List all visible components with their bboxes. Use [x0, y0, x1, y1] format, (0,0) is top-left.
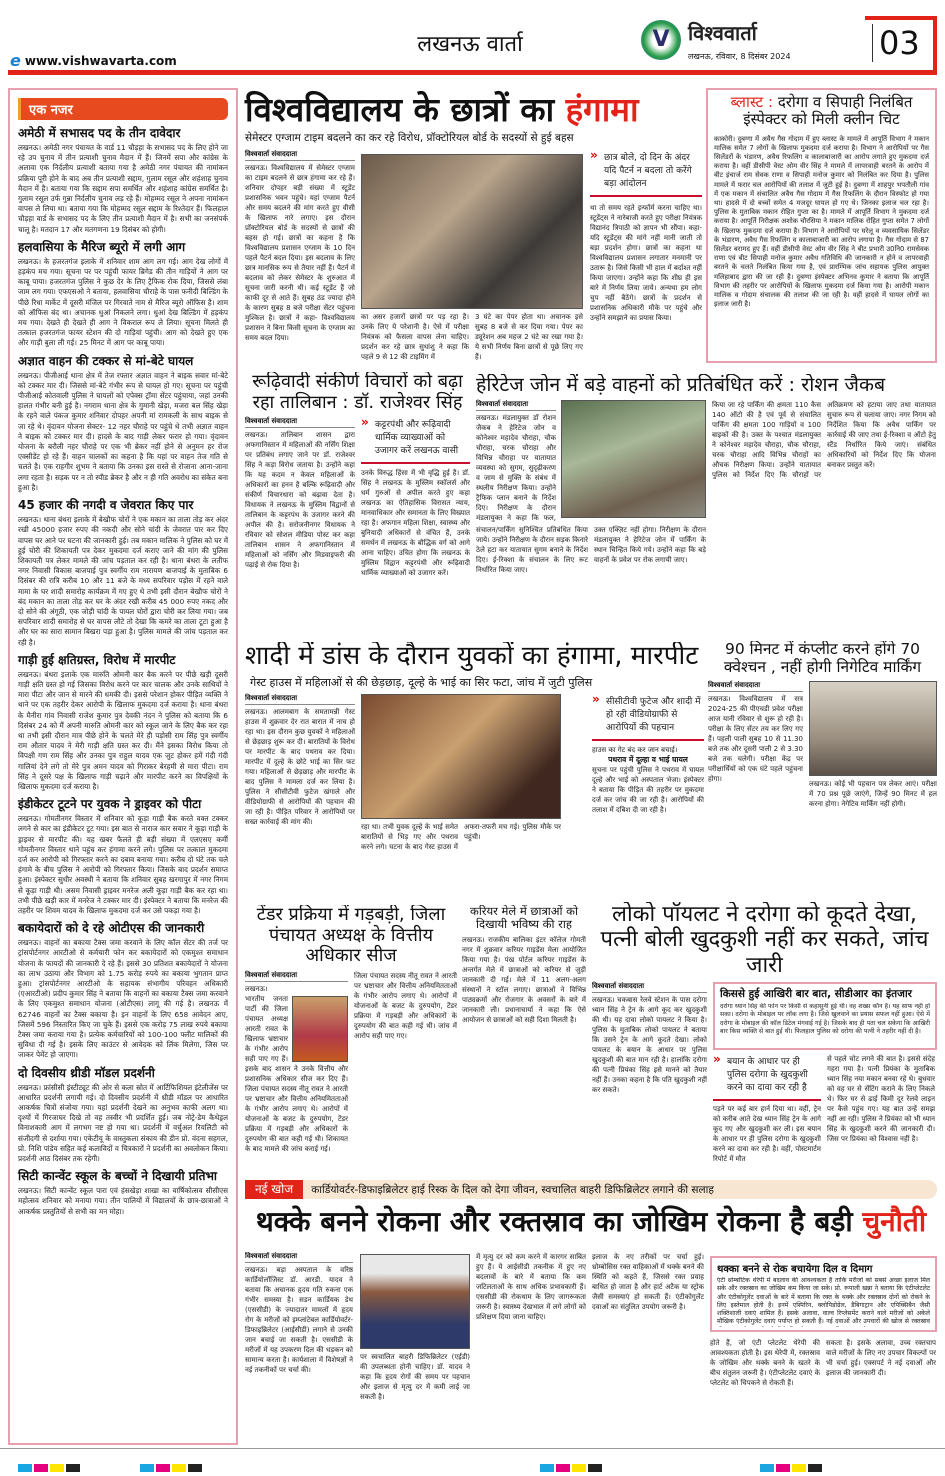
loco-article: [592, 902, 937, 1173]
news-brief: [18, 795, 228, 916]
wedding-col2: रहा था। तभी युवक दूल्हे के भाई समेत बारातियों से भिड़ गए और पथराव करने लगे। घटना के बाद गेस्ट हाउस में अफरा-तफरी मच गई। पुलिस मौके पर पहुंची।: [361, 822, 561, 851]
health-headline: थक्के बनने रोकना और रक्तस्राव का जोखिम रोकना है बड़ी चुनौती: [255, 1205, 927, 1238]
ek-nazar-column: [8, 88, 238, 1445]
exam-col1: विश्ववार्ता संवाददाता लखनऊ। विश्वविद्यालय में सत्र 2024-25 की पीएचडी प्रवेश परीक्षा आज यानी रविवार से शुरू हो रही है। परीक्षा के लिए सेंटर तय कर लिए गए हैं। पहली पाली सुबह 10 से 11.30 बजे तक और दूसरी पाली 2 से 3.30 बजे तक चलेगी। परीक्षा केंद्र पर परीक्षार्थियों को एक घंटे पहले पहुंचना होगा।: [708, 680, 803, 783]
news-brief-title: अमेठी में सभासद पद के तीन दावेदार: [18, 126, 181, 140]
loco-col3: से पहले चोट लगने की बात है। इससे संदेह गहरा गया है। पत्नी प्रियंका के मुताबिक ध्यान सिंह नया मकान बनवा रहे थे। बुधवार को वह घर से सेंटिंग कराने के लिए निकले थे। फिर घर से ढाई किमी दूर रेलवे लाइन पर कैसे पहुंच गए। यह बात उन्हें समझ नहीं आ रही। पुलिस ने प्रियंका को भी ध्यान सिंह के खुदकुशी करने की जानकारी दी। जिस पर प्रियंका को विश्वास नहीं है।: [827, 1054, 935, 1143]
loco-col2: पड़ने पर कई बार हार्न दिया था। वहीं, ट्रेन को करीब आते देख ध्यान सिंह ट्रेन के आगे कूद गए और खुदकुशी कर ली। इस बयान के आधार पर ही पुलिस दरोगा के खुदकुशी करने का दावा कर रही है। वहीं, पोस्टमार्टम रिपोर्ट में मौत: [713, 1104, 821, 1163]
news-brief-body: लखनऊ। फ्रांसीसी इंस्टीट्यूट की ओर से कला स्रोत में आर्टिफिशियल इंटेलीजेंस पर आधारित प्रदर्शनी लगायी गई। दो दिवसीय प्रदर्शनी में थ्रीडी मॉडल पर आधारित आकर्षक चित्रों संजोया गया। यहां प्रदर्शनी देखने का अनुभव काफी अलग था। दृश्यों में गिरजाघर दिखे तो वह तस्वीर भी प्रदर्शित हुई। जब नोट्रे-डेम कैथेड्रल विनाशकारी आग में लगभग नष्ट हो गया था। प्रदर्शनी में वर्चुअल रियलिटी को संजीदगी से दर्शाया गया। एकेटीयू के वास्तुकला संकाय की डीन प्रो. वंदना सहगल, प्रो. निशि पांडेय सहित कई कलाविदों व चित्रकारों ने प्रदर्शनी का अवलोकन किया। प्रदर्शनी आठ दिसंबर तक रहेगी।: [18, 1082, 228, 1164]
news-brief-body: लखनऊ। थाना बंथरा इलाके में बेखौफ चोरों ने एक मकान का ताला तोड़ कर अंदर रखी 45000 हजार रुपए की नकदी और सोने चांदी के जेवरात पार कर दिए वापस घर आने पर घटना की जानकारी हुई। तब मकान मालिक ने पुलिस को घर में हुई चोरी की शिकायती पत्र देकर मुकदमा दर्ज कराए जाने की मांग की पुलिस शिकायती पत्र लेकर मामले की जांच पड़ताल कर रही है। थाना बंथरा के लतीफ नगर निवासी विकास बाजपाई पुत्र स्वर्गीय राम नारायण बाजपाई के मुताबिक 6 दिसंबर की रात्रि करीब 10 और 11 बजे के मध्य सपरिवार पड़ोस में रहने वाले मामा के घर शादी समारोह कार्यक्रम में गए हुए थे तभी इसी दौरान बेखौफ चोरों ने बंद मकान का ताला तोड़ कर घर के अंदर रखी करीब 45 000 रुपए नकद और दो सोने की अंगूठी, एक जोड़ी चांदी के पायल चोरों द्वारा चोरी कर लिया गया। जब सपरिवार शादी समारोह से घर वापस लौटे तो देखा कि कमरे का ताला टूटा हुआ है और घर का सारा सामान बिखरा पड़ा हुआ है। पुलिस मामले की जांच पड़ताल कर रही है।: [18, 515, 228, 647]
exam-headline: 90 मिनट में कंप्लीट करने होंगे 70 क्वेश्चन , नहीं होगी निगेटिव मार्किंग: [723, 641, 922, 676]
health-box: थक्का बनने से रोक बचायेगा दिल व दिमाग एंटी थ्रोम्बोटिक थेरेपी में बदलाव की आवश्यकता है ताकि मरीजों को सबसे अच्छा इलाज मिल सके और रक्तस्राव का जोखिम कम किया जा सके। प्रो. रूपाली खन्ना ने बताया कि एंटीप्लेटलेट और एंटीकोगुलेंट दवाओं के बारे में बताया कि रक्त के थक्के और रक्तस्राव दोनों को रोकने के लिए इस्तेमाल होती है। इनमें एस्पिरिन, क्लोपिडोग्रेल, डैबिगाट्रान और एपिक्सिबैन जैसी शक्तिशाली दवाएं शामिल हैं। इसके अलावा, वाल्व रिप्लेसमेंट कराने वाले मरीजों को अकेले मौखिक एंटीकोगुलेंट दवाएं पर्याप्त हो सकती हैं। नई दवाओं और उपचारों की खोज से रक्तस्राव: [710, 1256, 937, 1332]
news-brief-body: लखनऊ। बंथरा इलाके एक मारुति ओमनी कार बैक करने पर पीछे खड़ी दूसरी गाड़ी क्षति ग्रस्त हो गई जिसका विरोध करने पर कार चालक और उनके साथियों ने मारा पीटा और जान से मारने की धमकी दी। इससे परेशान होकर पीड़ित व्यक्ति ने थाने पर एक तहरीर देकर आरोपी के खिलाफ मुकदमा दर्ज कराया है। थाना बंथरा के मैनीरा गांव निवासी राजेश कुमार पुत्र देवकी नंदन ने पुलिस को बताया कि 6 दिसंबर 24 को मैं अपनी मारुति ओमनी कार को स्कूल जाने के लिए बैक कर रहा था तभी इसी दौरान मात्र पीछे होने के चलते मेरे ही पड़ोसी राम सिंह पुत्र स्वर्गीय राम औतार यादव ने मेरी गाड़ी क्षति ग्रस्त कर दी। मैंने इसका विरोध किया तो विपक्षी गण राम सिंह और उनका पुत्र राहुल यादव एक जुट होकर हमें गंदी गंदी गालियां देने लगे तो मेरे पुत्र अमन यादव को गिराकर बेरहमी से मारा पीटा। राम सिंह ने दूसरे पक्ष के खिलाफ गाड़ी चढ़ाने और मारपीट करने का विपक्षियों के खिलाफ मुकदमा दर्ज कराया है।: [18, 669, 228, 791]
news-brief-title: सिटी कान्वेंट स्कूल के बच्चों ने दिखायी प्रतिभा: [18, 1169, 218, 1184]
news-brief-body: लखनऊ। पीजीआई थाना क्षेत्र में तेज रफ्तार अज्ञात वाहन ने बाइक सवार मां-बेटे को टक्कर मार दी। जिससे मां-बेटे गंभीर रूप से घायल हो गए। सूचना पर पहुंची पीजीआई कोतवाली पुलिस ने घायलों को एपेक्स ट्रॉमा सेंटर पहुंचाया, जहां उनकी हालत गंभीर बनी हुई है। नगराम थाना क्षेत्र के गुमानी खेड़ा, मजरा बल सिंह खेड़ा के रहने वाले पंकज कुमार शनिवार दोपहर अपनी मां रामकली के साथ बाइक से जा रहे थे। वृंदावन योजना सेक्टर- 12 नहर चौराहे पर पहुंचे थे तभी अज्ञात वाहन ने बाइक को टक्कर मार दी। हादसे के बाद गाड़ी लेकर फरार हो गया। वृंदावन योजना के बरौली नहर चौराहे पर एक भी ब्रेकर नहीं होने से अनुमन हर रोज एक्सीडेंट हो रहे हैं। वाहन चालकों का कहना है कि यहां पर वाहन तेज गति से चलते है। एक राहगीर शुभम ने बताया कि उनका इस रास्ते से रोजाना आना-जाना लगा रहता है। सड़क पर न तो स्पीड ब्रेकर है और न ही गति अवरोध का संकेत बना हुआ है।: [18, 370, 228, 492]
news-brief-body: लखनऊ। के हजरतगंज इलाके में शनिवार शाम आग लग गई। आग देख लोगों में हड़कंप मच गया। सूचना पर पर पहुंची फायर ब्रिगेड की तीन गाड़ियों ने आग पर काबू पाया। हजरतगंज पुलिस ने कुछ देर के लिए ट्रैफिक रोक दिया, जिससे लंबा जाम लग गया। एफएसओ ने बताया, हलवासिया चौराहे के पास फनीदी बिल्डिंग के पीछे रिधा मार्केट में दूसरी मंजिल पर गिरवाते नाम से मैरिज ब्यूरो ऑफिस है। शाम को ऑफिस बंद था। अचानक धुआं निकलने लगा। धुआं देख बिल्डिंग में हड़कंप मच गया। देखते ही देखते ही आग ने विकराल रूप ले लिया। सूचना मिलते ही तत्काल हजरतगंज फायर स्टेशन की दो गाड़ियां पहुंची। आग को देखते हुए एक और गाड़ी बुला ली गई। 25 मिनट में आग पर काबू पाया।: [18, 256, 228, 348]
wedding-col3: » सीसीटीवी फुटेज और शादी में हो रही वीडियोग्राफी से आरोपियों की पहचान हाउस का गेट बंद कर जान बचाई। पथराव में दूल्हा व भाई घायल सूचना पर पहुंची पुलिस ने पथराव में घायल दूल्हे और भाई को अस्पताल भेजा। इंस्पेक्टर ने बताया कि पीड़ित की तहरीर पर मुकदमा दर्ज कर जांच की जा रही है। आरोपियों की तलाश में दबिश दी जा रही है।: [592, 694, 704, 894]
news-brief: [18, 1064, 228, 1165]
heritage-col1: विश्ववार्ता संवाददाता लखनऊ। मंडलायुक्त डॉ रोशन जैकब ने हेरिटेज जोन व कोनेश्वर महादेव चौराहा, चौक चौराहा, चरक चौराहा और विभिन्न चौराहा पर यातायात व्यवस्था को सुगम, सुदृढ़ीकरण व जाम से मुक्ति के संबंध में स्थलीय निरीक्षण किया। उन्होंने ट्रैफिक प्लान बनाने के निर्देश दिए। निरीक्षण के दौरान मंडलायुक्त ने कहा कि फल,: [476, 400, 556, 523]
news-brief-title: दो दिवसीय थ्रीडी मॉडल प्रदर्शनी: [18, 1065, 155, 1080]
tender-article: [245, 905, 457, 1173]
news-brief-title: अज्ञात वाहन की टक्कर से मां-बेटे घायल: [18, 353, 194, 368]
lead-headline: विश्वविद्यालय के छात्रों का हंगामा: [245, 90, 639, 129]
heritage-col4: किया जा रहे पार्किंग की क्षमता 110 कैस 140 ऑटो की है एवं पूर्व से संचालित पार्किंग की क्षमता 100 गाड़ियों व 100 बाइकों की है। उक्त के पश्चात मंडलायुक्त ने कोनेश्वर महादेव चौराहा, चौक चौराहा, चरक चौराहा आदि विभिन्न चौराहों का औचक निरीक्षण किया। उन्होंने यातायात पुलिस को निर्देश दिए कि चौराहों पर अतिक्रमण को हटाया जाए तथा यातायात सुचारु रूप से चलाया जाए। नगर निगम को निर्देशित किया कि अवैध पार्किंग पर कार्रवाई की जाए तथा ई-रिक्शा व ऑटो हेतु स्टैंड निर्धारित किये जाएं। संबंधित अधिकारियों को निर्देश दिए कि योजना बनाकर प्रस्तुत करें।: [712, 401, 936, 480]
news-brief-title: हलवासिया के मैरिज ब्यूरो में लगी आग: [18, 239, 186, 254]
taliban-pullquote: » कट्टरपंथी और रूढ़िवादी धार्मिक व्याख्याओं को उजागर करें लखनऊ वासी: [361, 417, 470, 464]
lead-photo-students: [361, 154, 583, 309]
heritage-col2: संचालन/पार्किंग सुनिश्चित प्रतिबंधित किया जाये। उन्होंने निरीक्षण के दौरान सड़क किनारे ठेले हटा कर यातायात सुगम बनाने के निर्देश दिए। ई-रिक्शा के संचालन के लिए रूट निर्धारित किया जाए।: [476, 526, 588, 575]
wedding-subhead: गेस्ट हाउस में महिलाओं से की छेड़छाड़, दूल्हे के भाई का सिर फटा, जांच में जुटी पुलिस: [250, 675, 593, 689]
wedding-col1: विश्ववार्ता संवाददाता लखनऊ। आलमबाग के समतामन्नी गेस्ट हाउस में शुक्रवार देर रात बारात में नाच हो रहा था। इस दौरान कुछ युवकों ने महिलाओं से छेड़छाड़ शुरू कर दी। बारातियों के विरोध पर मारपीट के बाद पथराव कर दिया। मारपीट में दूल्हे के छोटे भाई का सिर फट गया। महिलाओं से छेड़छाड़ और मारपीट के बाद पुलिस ने मामला दर्ज कर लिया है। पुलिस ने सीसीटीवी फुटेज खंगाले और वीडियोग्राफी से आरोपियों की पहचान की जा रही है। पीड़ित परिवार ने आरोपियों पर सख्त कार्रवाई की मांग की।: [245, 693, 355, 826]
tender-col1: विश्ववार्ता संवाददाता लखनऊ। भारतीय जनता पार्टी की जिला पंचायत अध्यक्ष आरती रावत के खिलाफ भ्रष्टाचार के गंभीर आरोप सही पाए गए हैं। इसके बाद शासन ने उनके वित्तीय और प्रशासनिक अधिकार सीज कर दिए हैं। जिला पंचायत सदस्य नीतू रावत ने आरती पर भ्रष्टाचार और वित्तीय अनियमितताओं के गंभीर आरोप लगाए थे। आरोपों में योजनाओं के बजट के दुरुपयोग, टेंडर प्रक्रिया में गड़बड़ी और अधिकारों के दुरुपयोग की बात कही गई थी। शिकायत के बाद मामले की जांच कराई गई।: [245, 971, 348, 1154]
career-headline: करियर मेले में छात्राओं को दिखायी भविष्य की राह: [470, 905, 578, 932]
tender-col2: जिला पंचायत सदस्य नीतू रावत ने आरती पर भ्रष्टाचार और वित्तीय अनियमितताओं के गंभीर आरोप लगाए थे। आरोपों में योजनाओं के बजट के दुरुपयोग, टेंडर प्रक्रिया में गड़बड़ी और अधिकारों के दुरुपयोग की बात कही गई थी। जांच में आरोप सही पाए गए।: [354, 972, 457, 1041]
heritage-col3: उक्त एक्ज़िट नहीं होगा। निरीक्षण के दौरान मंडलायुक्त ने हेरिटेज जोन में पार्किंग के स्थान चिन्हित किये गये। उन्होंने कहा कि बड़े वाहनों के प्रवेश पर रोक लगायी जाए।: [594, 526, 706, 565]
career-article: [462, 905, 586, 1173]
heritage-headline: हेरिटेज जोन में बड़े वाहनों को प्रतिबंधित करें : रोशन जैकब: [476, 374, 886, 396]
news-brief-body: लखनऊ। वाहनों का बकाया टैक्स जमा करवाने के लिए कॉल सेंटर की तर्ज पर ट्रांसपोर्टनगर आरटीओ से कर्मचारी फोन कर बकायेदारों को एकमुश्त समाधान योजना के फायदों की जानकारी दे रहे हैं। इससे 30 प्रतिशत बकायेदारों ने योजना का लाभ उठाया और विभाग को 1.75 करोड़ रुपये का बकाया भुगतान प्राप्त हुआ। ट्रांसपोर्टनगर आरटीओ के सहायक संभागीय परिवहन अधिकारी (एआरटीओ) प्रदीप कुमार सिंह ने बताया कि वाहनों का बकाया टैक्स जमा करवाने के लिए एकमुश्त समाधान योजना (ओटीएस) लागू की गई है। लखनऊ में 62746 वाहनों का टैक्स बकाया है। इन वाहनों के लिए 658 आवेदन आए, जिसमें 596 निस्तारित किए जा चुके हैं। इससे एक करोड़ 75 लाख रुपये बकाया टैक्स जमा कराया गया है। प्रत्येक कर्मचारियों को 100-100 फ्लीट मालिकों की सुविधा दी गई है। इसके लिए काउंटर से आवेदक को लिंक मिलेगा, जिस पर जाकर पेमेंट हो जाएगा।: [18, 938, 228, 1060]
lead-pullquote: » छात्र बोले, दो दिन के अंदर यदि पैटर्न न बदला तो करेंगे बड़ा आंदोलन: [590, 150, 702, 197]
wedding-article: [245, 642, 705, 894]
loco-pullquote: » बयान के आधार पर ही पुलिस दरोगा के खुदकुशी करने का दावा कर रही है: [713, 1054, 821, 1101]
lead-col1: विश्ववार्ता संवाददाता लखनऊ। विश्वविद्यालय में सेमेस्टर एग्जाम का टाइम बदलने से छात्र हंगामा कर रहे हैं। शनिवार दोपहर बड़ी संख्या में स्टूडेंट प्रशासनिक भवन पहुंचे। यहां एग्जाम पैटर्न और समय बदलने की मांग करते हुए वीसी के खिलाफ नारे लगाए। इस दौरान प्रॉक्टोरियल बोर्ड के सदस्यों से छात्रों की बहस हो गई। छात्रों का कहना है कि विश्वविद्यालय प्रशासन एग्जाम के 10 दिन पहले पैटर्न बदल दिया। इस बदलाव के लिए छात्र मानसिक रूप से तैयार नहीं हैं। पैटर्न में बदलाव को लेकर सेमेस्टर के शुरुआत में सूचना जारी करनी थी। कई स्टूडेंट हैं जो काफी दूर से आते हैं। सुबह ठंड ज्यादा होने के कारण सुबह 8 बजे परीक्षा सेंटर पहुंचना मुश्किल है। छात्रों ने कहा- विश्वविद्यालय प्रशासन ने बिना किसी सूचना के एग्जाम का समय बदल दिया।: [245, 150, 355, 342]
website-link[interactable]: [10, 51, 177, 70]
lead-subhead: सेमेस्टर एग्जाम टाइम बदलने का कर रहे विरोध, प्रॉक्टोरियल बोर्ड के सदस्यों से हुई बहस: [245, 132, 574, 144]
news-brief-title: बकायेदारों को दे रहे ओटीएस की जानकारी: [18, 921, 205, 936]
brand-logo-icon: V: [641, 20, 681, 60]
new-discovery-tag: नई खोज: [245, 1180, 303, 1199]
career-body: लखनऊ। राजकीय बालिका इंटर कॉलेज गोमती नगर में शुक्रवार करियर गाइडेंस मेला आयोजित किया गया है। पंख पोर्टल करियर गाइडेंस के अन्तर्गत मेले में छात्राओं को करियर से जुड़ी जानकारी दी गई। मेले में 11 अलग-अलग संस्थानों ने स्टॉल लगाए। छात्राओं ने विभिन्न पाठ्यक्रमों और रोजगार के अवसरों के बारे में जानकारी ली। प्रधानाचार्या ने कहा कि ऐसे आयोजन से छात्राओं को सही दिशा मिलती है।: [462, 936, 586, 1025]
news-brief-body: लखनऊ। सिटी कान्वेंट स्कूल पारा एवं हंसखेड़ा शाखा का वार्षिकोत्सव सीसीएस महोत्सव शनिवार को मनाया गया। तीन पालियों में विद्यालयों के छात्र-छात्राओं ने आकर्षक प्रस्तुतियों से सभी का मन मोहा।: [18, 1186, 228, 1216]
tender-headline: टेंडर प्रक्रिया में गड़बड़ी, जिला पंचायत अध्यक्ष के वित्तीय अधिकार सीज: [256, 905, 446, 967]
ek-nazar-label: एक नजर: [18, 98, 228, 120]
doctor-photo: [360, 1254, 470, 1349]
website-url: www.vishwavarta.com: [24, 53, 177, 68]
wedding-subhead2: पथराव में दूल्हा व भाई घायल: [608, 754, 688, 764]
news-brief: [18, 919, 228, 1060]
blast-article: ब्लास्ट : दरोगा व सिपाही निलंबित इंस्पेक्टर को मिली क्लीन चिट काकोरी। दुबग्गा में अवैध गैस गोदाम में हुए ब्लास्ट के मामले में आपूर्ति विभाग ने मकान मालिक समेत 7 लोगों के खिलाफ मुकदमा दर्ज कराया है। विभाग ने आरोपियों पर गैस सिलेंडरों के भंडारण, अवैध रिफलिंग व कालाबाजारी का आरोप लगाते हुए मुकदमा दर्ज कराया है। वहीं डीसीपी वेस्ट ओम वीर सिंह ने मामले में लापरवाही बरतने के आरोप में बीट इंचार्ज राम सेवक राणा व सिपाही मनोज कुमार को निलंबित कर दिया है। पुलिस मामले में फरार चल आरोपियों की तलाश में जुटी हुई है। दुबग्गा में शाहपुर भपतौली गांव में एक मकान में संचालित अवैध गैस गोदाम में गैस रिफलिंग के दौरान विस्फोट हो गया था। हादसे में दो बच्चों समेत 4 मजदूर घायल हो गए थे। जिनका इलाज चल रहा है। पुलिस के मुताबिक मकान रोहित गुप्ता का है। मामले में आपूर्ति विभाग ने मुकदमा दर्ज कराया है। आपूर्ति निरीक्षक अशोक चौरसिया ने मकान मालिक रोहित गुप्ता समेत 7 लोगों के खिलाफ मुकदमा दर्ज कराया है। विभाग ने आरोपियों पर घरेलू व व्यवसायिक सिलेंडर के भंडारण, अवैध गैस रिफलिंग व कालाबाजारी का आरोप लगाया है। गैस गोदाम से 87 सिलेंडर बरामद हुए हैं। वहीं डीसीपी वेस्ट ओम वीर सिंह ने बीट प्रभारी उ0नि0 रामसेवक राणा एवं बीट सिपाही मनोज कुमार अवैध गतिविधि की जानकारी न होने व लापरवाही बरतने के चलते निलंबित किया गया है, एवं प्रारम्भिक जांच सहायक पुलिस आयुक्त मलिहाबाद द्वारा की जा रही है। दुबग्गा इंस्पेक्टर अभिनव कुमार ने बताया कि आपूर्ति विभाग की तहरीर पर आरोपियों के खिलाफ मुकदमा दर्ज किया गया है। आरोपी मकान मालिक व गोदाम संचालक की तलाश की जा रही है। वहीं हादसे में घायल लोगों का इलाज जारी है।: [706, 88, 937, 363]
browser-e-icon: e: [10, 51, 21, 70]
news-brief-title: 45 हजार की नगदी व जेवरात किए पार: [18, 498, 194, 513]
color-registration-marks: [0, 1448, 945, 1473]
news-brief: [18, 352, 228, 493]
loco-box: किससे हुई आखिरी बार बात, सीडीआर का इंतजार दरोगा ध्यान सिंह की फोन पर किसी से कहासुनी हुई थी। वह शख्स कौन है। यह साफ नहीं हो सका। दरोगा के मोबाइल पर लॉक लगा है। जिसे खुलवाने का प्रयास सफल नहीं हुआ। ऐसे में दरोगा के मोबाइल की कॉल डिटेल मंगवाई गई है। जिसके बाद ही पता चल सकेगा कि आखिरी बार किस व्यक्ति से बात हुई थी। फिलहाल पुलिस को दरोगा की पत्नी ने तहरीर नहीं दी है।: [713, 982, 937, 1050]
wedding-headline: शादी में डांस के दौरान युवकों का हंगामा, मारपीट: [245, 642, 699, 671]
page-number: 03: [872, 24, 920, 62]
wedding-photo: [361, 694, 561, 819]
health-strap: [245, 1180, 937, 1199]
news-brief-body: लखनऊ। अमेठी नगर पंचायत के वार्ड 11 चौड़हा के सभासद पद के लिए होने जा रहे उप चुनाव में तीन प्रत्याशी चुनाव मैदान में हैं। जिनमें सपा और कांग्रेस के अलावा एक निर्दलीय प्रत्याशी बताया गया है अमेठी नगर पंचायत की नामांकन प्रक्रिया पूरी होने के बाद अब तीन प्रत्याशी सद्दाम, गुलाम रसूल और शहंशाह चुनाव मैदान में है। बताया गया कि सद्दाम सपा समर्थित और शहंशाह कांग्रेस समर्थित है। गुलाम रसूल उर्फ गुन्ना निर्दलीय चुनाव लड़ रहे हैं। मोहम्मद रसूल ने अपना नामांकन वापस ले लिया था। बताया गया कि मोहम्मद रसूल सद्दाम के रिश्तेदार हैं। फिलहाल चौड़हा वार्ड के सभासद पद के लिए तीन प्रत्याशी मैदान में है। सभी का जनसंपर्क चालू है। मतदान 17 और मतगणना 19 दिसंबर को होगी।: [18, 143, 228, 234]
lead-col2: का असर हजारों छात्रों पर पड़ रहा है। उनके लिए ये परेशानी है। ऐसे में परीक्षा नियंत्रक को फैसला वापस लेना चाहिए। प्रदर्शन कर रहे छात्र सुधांशु ने कहा कि पहले 9 से 12 की टाइमिंग में: [361, 313, 469, 361]
health-strap-text: कार्डियोवर्टर-डिफाइब्रिलेटर हाई रिस्क के दिल को देगा जीवन, स्वचालित बाहरी डिफिब्रिलेटर लगाने की सलाह: [311, 1183, 714, 1196]
exam-photo: [809, 681, 937, 776]
health-col3: में मृत्यु दर को कम करने में कारगर साबित हुए हैं। ये आईसीडी तकनीक में हुए नए बदलावों के बारे में बताया कि कम जटिलताओं के साथ अधिक प्रभावकारी हैं। एससीडी की रोकथाम के लिए जागरूकता जरूरी है। स्वास्थ्य देखभाल में लगे लोगों को प्रशिक्षण दिया जाना चाहिए।: [476, 1253, 586, 1321]
taliban-headline: रूढ़िवादी संकीर्ण विचारों को बढ़ा रहा तालिबान : डॉ. राजेश्वर सिंह: [252, 372, 463, 413]
health-box-title: थक्का बनने से रोक बचायेगा दिल व दिमाग: [717, 1264, 873, 1275]
health-col2: पर स्वचालित बाहरी डिफिब्रिलेटर (एईडी) की उपलब्धता होनी चाहिए। डॉ. यादव ने कहा कि हृदय रोगों की समय पर पहचान और इलाज से मृत्यु दर में कमी लाई जा सकती है।: [360, 1353, 470, 1401]
loco-headline: लोको पॉयलट ने दरोगा को कूदते देखा, पत्नी बोली खुदकुशी नहीं कर सकते, जांच जारी: [600, 902, 929, 978]
taliban-article: रूढ़िवादी संकीर्ण विचारों को बढ़ा रहा तालिबान : डॉ. राजेश्वर सिंह विश्ववार्ता संवाददाता लखनऊ। तालिबान शासन द्वारा अफगानिस्तान में महिलाओं की नर्सिंग शिक्षा पर प्रतिबंध लगाए जाने पर डॉ. राजेश्वर सिंह ने कड़ा विरोध जताया है। उन्होंने कहा कि यह कदम न केवल महिलाओं के अधिकारों का हनन है बल्कि रूढ़िवादी और संकीर्ण विचारधारा को बढ़ावा देता है। विधायक ने लखनऊ के मुस्लिम विद्वानों से तालिबान के कट्टरपंथ के उजागर करने की अपील की है। सरोजनीनगर विधायक ने रविवार को सोशल मीडिया पोस्ट कर कहा तालिबान शासन ने अफगानिस्तान में महिलाओं को नर्सिंग और मिडवाइफरी की पढ़ाई से रोक दिया है। » कट्टरपंथी और रूढ़िवादी धार्मिक व्याख्याओं को उजागर करें लखनऊ वासी उनके विरुद्ध हिंसा में भी वृद्धि हुई है। डॉ. सिंह ने लखनऊ के मुस्लिम स्कॉलर्स और धर्म गुरुओं से अपील करते हुए कहा लखनऊ का ऐतिहासिक विरासत न्याय, मानवाधिकार और समानता के लिए विख्यात रहा है। अफगान महिला शिक्षा, स्वास्थ्य और बुनियादी अधिकारों से वंचित हैं, उनके समर्थन में लखनऊ के बौद्धिक वर्ग को आगे आना चाहिए। उचित होगा कि लखनऊ के मुस्लिम विद्वान कट्टरपंथी और रूढ़िवादी धार्मिक व्याख्याओं को उजागर करें।: [245, 372, 470, 638]
health-col6: सकता है। इसके अलावा, उच्च रक्तचाप वाले मरीजों के लिए नए उपचार विकल्पों पर भी चर्चा हुई। एक्सपर्ट ने नई दवाओं और इलाज की जानकारी दी।: [826, 1339, 936, 1377]
heritage-article: [476, 374, 937, 638]
blast-headline: ब्लास्ट : दरोगा व सिपाही निलंबित इंस्पेक्टर को मिली क्लीन चिट: [730, 93, 913, 129]
header-rule: [8, 70, 937, 75]
tender-col1-text: लखनऊ। भारतीय जनता पार्टी की जिला पंचायत अध्यक्ष आरती रावत के खिलाफ भ्रष्टाचार के गंभीर आरोप सही पाए गए हैं। इसके बाद शासन ने उनके वित्तीय और प्रशासनिक अधिकार सीज कर दिए हैं। जिला पंचायत सदस्य नीतू रावत ने आरती पर भ्रष्टाचार और वित्तीय अनियमितताओं के गंभीर आरोप लगाए थे। आरोपों में योजनाओं के बजट के दुरुपयोग, टेंडर प्रक्रिया में गड़बड़ी और अधिकारों के दुरुपयोग की बात कही गई थी। शिकायत के बाद मामले की जांच कराई गई।: [245, 985, 348, 1154]
tender-photo-woman: [292, 996, 348, 1062]
exam-col2: लखनऊ। कोई भी पहचान पत्र लेकर आएं। परीक्षा में 70 प्रश्न पूछे जाएंगे, जिन्हें 90 मिनट में हल करना होगा। नेगेटिव मार्किंग नहीं होगी।: [809, 779, 937, 808]
health-col4: इलाज के नए तरीकों पर चर्चा हुई। थ्रोम्बोसिस रक्त वाहिकाओं में थक्के बनने की स्थिति को कहते हैं, जिससे रक्त प्रवाह बाधित हो जाता है और हार्ट अटैक या स्ट्रोक जैसी समस्याएं हो सकती हैं। एंटीकोगुलेंट दवाओं का संतुलित उपयोग जरूरी है।: [592, 1253, 704, 1311]
lead-col3: 3 घंटे का पेपर होता था। अचानक इसे सुबह 8 बजे से कर दिया गया। पेपर का ड्यूरेशन अब महज 2 घंटे का रखा गया है। ये सभी निर्णय बिना छात्रों से पूछे लिए गए हैं।: [475, 313, 583, 361]
loco-box-title: किससे हुई आखिरी बार बात, सीडीआर का इंतजार: [720, 987, 912, 1000]
news-brief: [18, 496, 228, 648]
news-brief: [18, 124, 228, 235]
news-brief-title: गाड़ी हुई क्षतिग्रस्त, विरोध में मारपीट: [18, 652, 176, 667]
dateline: लखनऊ, रविवार, 8 दिसंबर 2024: [688, 52, 791, 61]
news-brief-body: लखनऊ। गोमतीनगर विस्तार में शनिवार को कूड़ा गाड़ी बैक करते वक्त टक्कर लगने से कार का इंडीकेटर टूट गया। इस बात से नाराज कार सवार ने कूड़ा गाड़ी के ड्राइवर से मारपीट की। यह खबर फैलते ही बड़ी संख्या में एलएसए कर्मी गोमतीनगर विस्तार थाने पहुंच कर हंगामा करने लगे। पुलिस पर तत्काल मुकदमा दर्ज कर आरोपी को गिरफ्तार करने का दबाव बनाया गया। करीब दो घंटे तक चले हंगामे के बीच पुलिस ने आरोपी को गिरफ्तार किया। जिसके बाद प्रदर्शन समाप्त हुआ। इंस्पेक्टर सुधीर अवस्थी ने बताया कि शनिवार सुबह खरगापुर में नगर निगम से कूड़ा गाड़ी थी। असम निवासी ड्राइवर मनरेज अली कूड़ा गाड़ी बैक कर रहा था। तभी पीछे खड़ी कार में मनरेज ने टक्कर मार दी। इंस्पेक्टर ने बताया कि मनरेज की तहरीर पर शिवम यादव के खिलाफ मुकदमा दर्ज कर उसे पकड़ा गया है।: [18, 814, 228, 915]
news-brief: [18, 651, 228, 792]
heritage-photo: [561, 400, 706, 518]
health-col5: होते हैं, जो एंटी प्लेटलेट थेरेपी की आवश्यकता होती है। इस थेरेपी में, रक्तस्राव के जोखिम और थक्के बनने के खतरे के बीच संतुलन जरूरी है। एंटीप्लेटलेट दवाएं के प्लेटलेट को चिपकने से रोकती हैं।: [710, 1339, 820, 1387]
loco-col1: विश्ववार्ता संवाददाता लखनऊ। चकबास रेलवे स्टेशन के पास दरोगा ध्यान सिंह ने ट्रेन के आगे कूद कर खुदकुशी की थी। यह दावा लोको पायलट ने किया है। पुलिस के मुताबिक लोको पायलट ने बताया कि उसने ट्रेन के आगे कूदते देखा। लोको पायलट के बयान के आधार पर पुलिस खुदकुशी की बात मान रही है। हालांकि दरोगा की पत्नी प्रियंका सिंह इसे मानने को तैयार नहीं हैं। उनका कहना है कि पति खुदकुशी नहीं कर सकते।: [592, 981, 707, 1094]
health-col1: विश्ववार्ता संवाददाता लखनऊ। बड़ा अस्पताल के वरिष्ठ कार्डियोलॉजिस्ट डॉ. आरडी. यादव ने बताया कि अचानक हृदय गति रुकना एक गंभीर समस्या है। सडन कार्डियक डेथ (एससीडी) के ज्यादातर मामलों में हृदय रोग के मरीजों को इम्प्लांटेबल कार्डियोवर्टर-डिफाइब्रिलेटर (आईसीडी) लगाने से उनकी जान बचाई जा सकती है। एससीडी के मरीजों में यह उपकरण दिल की धड़कन को सामान्य करता है। कार्यशाला में विशेषज्ञों ने नई तकनीकों पर चर्चा की।: [245, 1252, 353, 1374]
brand-name: विश्ववार्ता: [688, 21, 757, 45]
masthead: [0, 0, 945, 76]
health-right: [710, 1256, 937, 1438]
news-brief: [18, 238, 228, 349]
wedding-pullquote: » सीसीटीवी फुटेज और शादी में हो रही वीडियोग्राफी से आरोपियों की पहचान: [592, 694, 704, 741]
lead-col4: » छात्र बोले, दो दिन के अंदर यदि पैटर्न न बदला तो करेंगे बड़ा आंदोलन था तो समय रहते इन्फॉर्म करना चाहिए था। स्टूडेंट्स ने नारेबाजी करते हुए परीक्षा नियंत्रक विद्यानंद त्रिपाठी को ज्ञापन भी सौंपा। कहा- यदि स्टूडेंट्स की मांगे नहीं मानी जाती तो बड़ा प्रदर्शन होगा। छात्रों का कहना था विश्वविद्यालय प्रशासन लगातार मनमानी पर उतारू है। जिसे किसी भी हाल में बर्दाश्त नहीं किया जाएगा। उन्होंने कहा कि शीघ्र ही इस बारे में निर्णय लिया जाये। अन्यथा हम लोग चुप नहीं बैठेंगे। छात्रों के प्रदर्शन से प्रशासनिक अधिकारी मौके पर पहुंचे और उन्होंने समझाने का प्रयास किया।: [590, 150, 702, 362]
section-title: लखनऊ वार्ता: [417, 32, 523, 57]
news-brief: [18, 1167, 228, 1217]
exam-article: [708, 641, 937, 893]
news-brief-title: इंडीकेटर टूटने पर युवक ने ड्राइवर को पीटा: [18, 797, 202, 812]
